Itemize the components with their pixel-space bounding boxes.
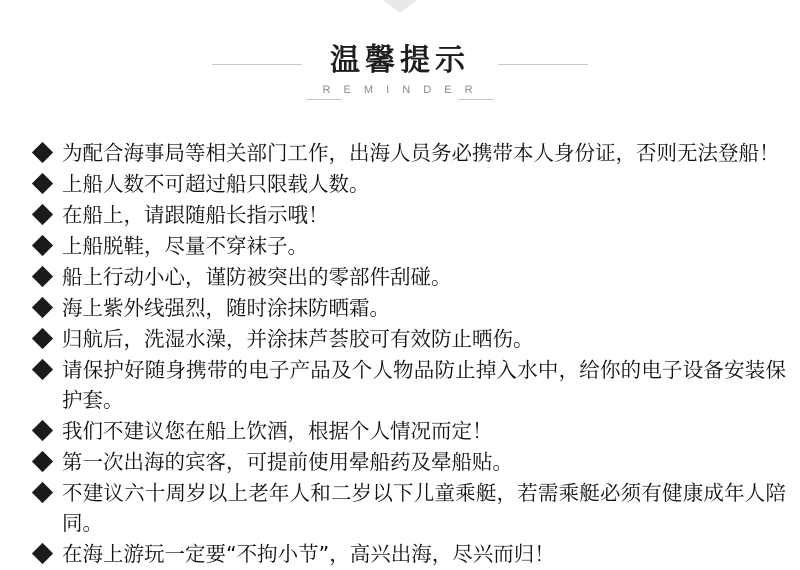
- list-item-text: 海上紫外线强烈，随时涂抹防晒霜。: [62, 296, 390, 320]
- page-subtitle: R E M I N D E R: [322, 84, 478, 96]
- list-item-text: 在船上，请跟随船长指示哦！: [62, 203, 329, 227]
- list-item: [34, 416, 786, 446]
- list-item-text: 请保护好随身携带的电子产品及个人物品防止掉入水中，给你的电子设备安装保护套。: [62, 358, 786, 412]
- list-item: [34, 539, 786, 569]
- diamond-bullet-icon: [34, 362, 62, 377]
- list-item: [34, 355, 786, 415]
- page-title: 温馨提示: [330, 43, 470, 78]
- list-item: [34, 200, 786, 230]
- diamond-bullet-icon: [34, 269, 62, 284]
- notice-list: [34, 138, 786, 570]
- top-arrow-icon: [383, 0, 417, 13]
- list-item-text: 上船人数不可超过船只限载人数。: [62, 172, 370, 196]
- diamond-bullet-icon: [34, 145, 62, 160]
- list-item: [34, 138, 786, 168]
- list-item: [34, 478, 786, 538]
- diamond-bullet-icon: [34, 300, 62, 315]
- list-item-text: 归航后，洗湿水澡，并涂抹芦荟胶可有效防止晒伤。: [62, 327, 534, 351]
- diamond-bullet-icon: [34, 423, 62, 438]
- list-item-text: 第一次出海的宾客，可提前使用晕船药及晕船贴。: [62, 450, 513, 474]
- list-item: [34, 262, 786, 292]
- list-item: [34, 169, 786, 199]
- list-item-text: 在海上游玩一定要“不拘小节”，高兴出海，尽兴而归！: [62, 542, 555, 566]
- header-rule-right: [498, 64, 588, 65]
- diamond-bullet-icon: [34, 546, 62, 561]
- diamond-bullet-icon: [34, 485, 62, 500]
- list-item: [34, 447, 786, 477]
- subtitle-rule-left: [306, 99, 342, 100]
- diamond-bullet-icon: [34, 454, 62, 469]
- list-item: [34, 231, 786, 261]
- subtitle-rule-right: [458, 99, 494, 100]
- list-item: [34, 324, 786, 354]
- page-header: [0, 42, 800, 98]
- diamond-bullet-icon: [34, 331, 62, 346]
- list-item: [34, 293, 786, 323]
- header-inner: [296, 42, 503, 98]
- list-item-text: 不建议六十周岁以上老年人和二岁以下儿童乘艇，若需乘艇必须有健康成年人陪同。: [62, 481, 786, 535]
- list-item-text: 上船脱鞋，尽量不穿袜子。: [62, 234, 308, 258]
- list-item-text: 我们不建议您在船上饮酒，根据个人情况而定！: [62, 419, 493, 443]
- diamond-bullet-icon: [34, 207, 62, 222]
- header-rule-left: [212, 64, 302, 65]
- list-item-text: 为配合海事局等相关部门工作，出海人员务必携带本人身份证，否则无法登船！: [62, 141, 780, 165]
- diamond-bullet-icon: [34, 238, 62, 253]
- diamond-bullet-icon: [34, 176, 62, 191]
- list-item-text: 船上行动小心，谨防被突出的零部件刮碰。: [62, 265, 452, 289]
